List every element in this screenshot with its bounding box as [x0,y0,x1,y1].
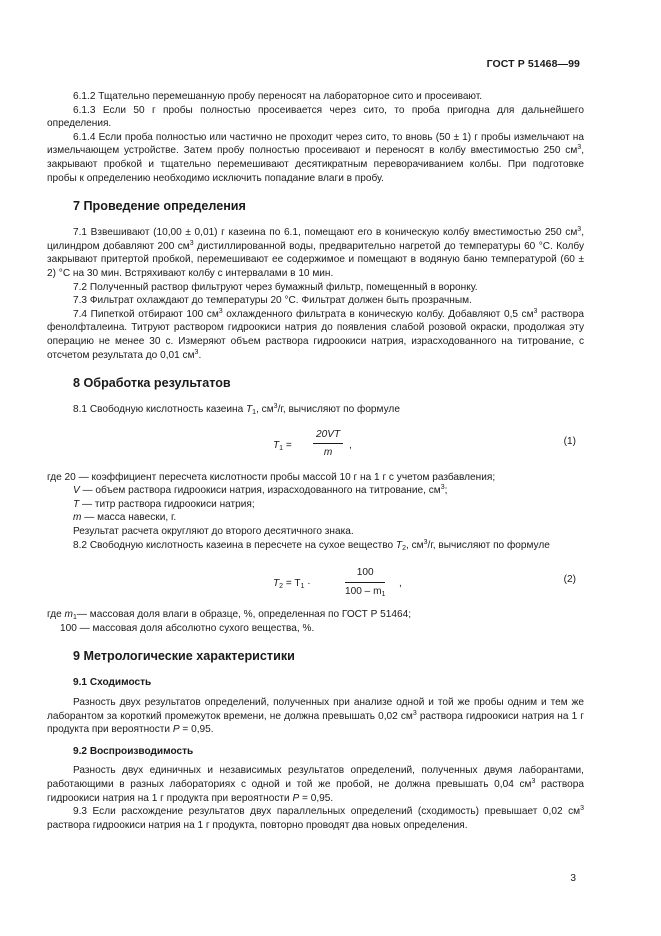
page-number: 3 [570,873,576,884]
section-9-title: 9 Метрологические характеристики [73,649,295,664]
clause-6-1-3: 6.1.3 Если 50 г пробы полностью просеивается через сито, то проба пригодна для дальнейшего определения. [47,104,584,130]
clause-6-1-4: 6.1.4 Если проба полностью или частично не проходит через сито, то вновь (50 ± 1) г пробы измельчают на измельчающем устройстве. Затем пробу полностью просеивают и переносят в колбу вместимостью 250 $см^3$, закрывают пробкой и тщательно перемешивают десятикратным переворачиванием колбы. При подготовке пробы к определению необходимо исключить попадание влаги в пробу. [47,131,584,184]
clause-7-2: 7.2 Полученный раствор фильтруют через бумажный фильтр, помещенный в воронку. [73,281,478,293]
clause-9-3: 9.3 Если расхождение результатов двух параллельных определений (сходимость) превышает 0,02 $см^3$ раствора гидроокиси натрия на 1 г продукта, повторно проводят два новых определения. [47,805,584,831]
clause-8-1: 8.1 Свободную кислотность казеина $T_1$, $см^3/г$, вычисляют по формуле [73,403,400,417]
clause-7-3: 7.3 Фильтрат охлаждают до температуры 20 °С. Фильтрат должен быть прозрачным. [73,295,472,307]
rounding-note: Результат расчета округляют до второго десятичного знака. [73,526,354,538]
where-1: где 20 — коэффициент пересчета кислотности пробы массой 10 г на 1 г с учетом разбавления; [47,471,496,483]
document-body [47,90,584,832]
equation-number-2: (2) [563,574,576,586]
subsection-9-1-title: 9.1 Сходимость [73,677,152,689]
clause-9-2: Разность двух единичных и независимых результатов определений, полученных двумя лаборантами, работающими в разных лабораториях с одной и той же пробой, не должна превышать 0,04 $см^3$ раствора гидроокиси натрия на 1 г продукта при вероятности P = 0,95. [47,765,584,804]
clause-6-1-2: 6.1.2 Тщательно перемешанную пробу переносят на лабораторное сито и просеивают. [73,91,483,102]
section-7-title: 7 Проведение определения [73,199,246,214]
where-2: V — объем раствора гидроокиси натрия, израсходованного на титрование, $см^3$; [73,484,448,497]
section-8-title: 8 Обработка результатов [73,376,231,391]
clause-8-2: 8.2 Свободную кислотность казеина в пересчете на сухое вещество $T_2$, $см^3/г$, вычисляют по формуле [73,538,550,552]
formula-2: $T_2 = T_1$ · $\frac{100}{100 - m_1}$ , (2) [273,567,576,598]
where-6: 100 — массовая доля абсолютно сухого вещества, %. [60,622,315,634]
where-3: T — титр раствора гидроокиси натрия; [73,498,255,510]
clause-9-1: Разность двух результатов определений, полученных при анализе одной и той же пробы одним и тем же лаборантом за короткий промежуток времени, не должна превышать 0,02 $см^3$ раствора гидроокиси натрия на 1 г продукта при вероятности P = 0,95. [47,697,584,736]
clause-7-4: 7.4 Пипеткой отбирают 100 $см^3$ охлажденного фильтрата в коническую колбу. Добавляют 0,5 $см^3$ раствора фенолфталеина. Титруют раствором гидроокиси натрия до появления слабой розовой окраски, продолжая эту операцию не менее 30 с. Измеряют объем раствора гидроокиси натрия, израсходованного на титрование, с отсчетом результата до 0,01 $см^3$. [47,307,584,361]
where-5: где $m_1—$ массовая доля влаги в образце, %, определенная по ГОСТ Р 51464; [47,609,412,622]
where-4: m — масса навески, г. [73,512,177,524]
formula-1: $T_1$ = $\frac{20VT}{m}$ , (1) [273,428,576,459]
standard-header: ГОСТ Р 51468—99 [486,58,580,70]
subsection-9-2-title: 9.2 Воспроизводимость [73,745,194,757]
equation-number-1: (1) [563,435,576,447]
clause-7-1: 7.1 Взвешивают (10,00 ± 0,01) г казеина по 6.1, помещают его в коническую колбу вместимостью 250 $см^3$, цилиндром добавляют 200 $см^3$ дистиллированной воды, предварительно нагретой до температуры 60 °С. Колбу закрывают притертой пробкой, перемешивают ее содержимое и помещают в водяную баню температурой (60 ± 2) °С на 30 мин. Встряхивают колбу с интервалами в 10 мин. [47,226,584,279]
